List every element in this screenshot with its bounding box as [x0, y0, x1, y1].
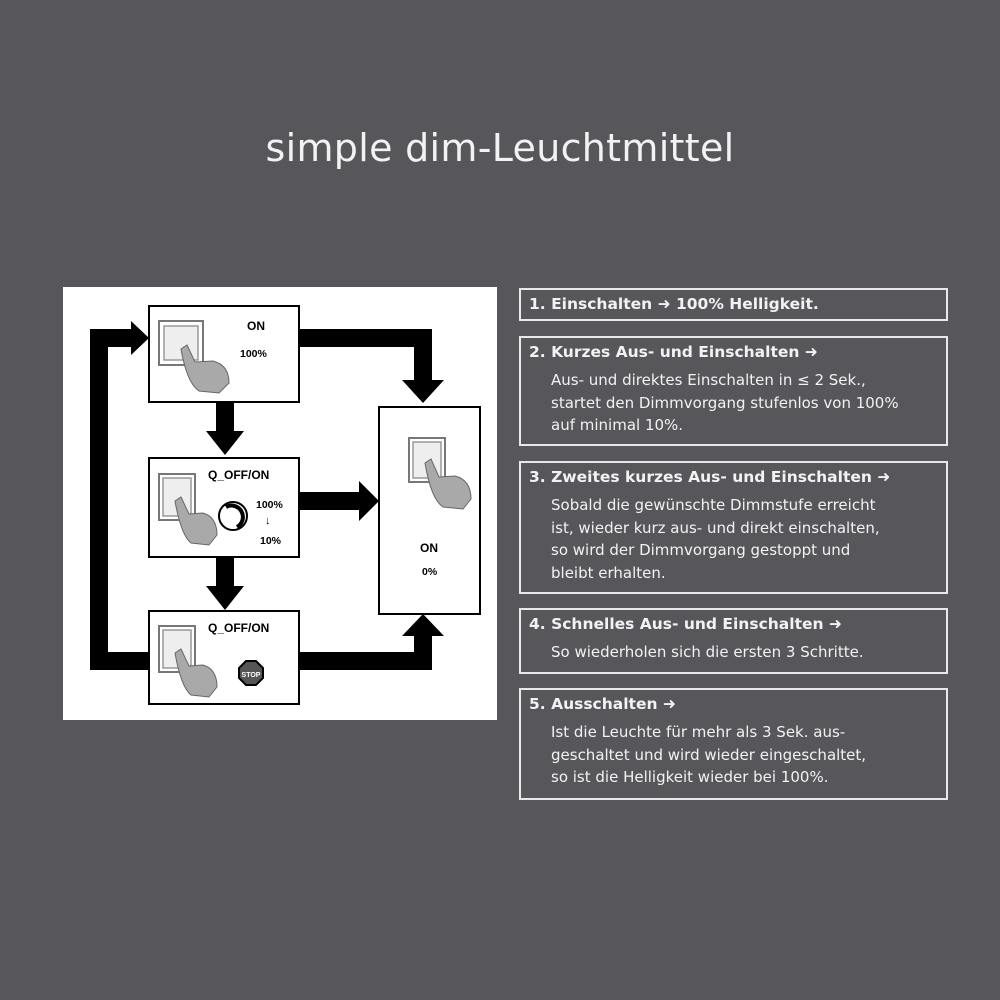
- dim-down-arrow: ↓: [265, 515, 271, 527]
- step-3-line: Sobald die gewünschte Dimmstufe erreicht: [551, 496, 876, 514]
- arrow-on-to-off: [299, 338, 444, 403]
- q-off-on-label: Q_OFF/ON: [208, 468, 270, 482]
- step-3-line: bleibt erhalten.: [551, 563, 666, 582]
- dim-from-value: 100%: [256, 499, 283, 511]
- step-2-line: auf minimal 10%.: [551, 416, 684, 434]
- step-4-line: So wiederholen sich die ersten 3 Schritte.: [551, 643, 864, 661]
- arrow-stop-to-off: [299, 614, 444, 661]
- return-loop-arrow: [99, 321, 149, 661]
- step-5-line: so ist die Helligkeit wieder bei 100%.: [551, 768, 829, 786]
- step-3: [519, 461, 948, 594]
- state-box-off: [379, 407, 480, 614]
- stop-text: STOP: [241, 672, 261, 679]
- step-2-body: [551, 369, 940, 437]
- step-4: [519, 608, 948, 674]
- step-3-heading: 3. Zweites kurzes Aus- und Einschalten ➜: [529, 468, 891, 486]
- arrow-dim-to-off: [299, 481, 379, 521]
- step-3-line: ist, wieder kurz aus- und direkt einschalten,: [551, 518, 880, 537]
- step-2-line: startet den Dimmvorgang stufenlos von 100%: [551, 393, 899, 412]
- step-3-body: [551, 494, 940, 584]
- arrow-down-1: [206, 403, 244, 455]
- step-5-line: geschaltet und wird wieder eingeschaltet,: [551, 745, 867, 764]
- q-off-on-label: Q_OFF/ON: [208, 621, 270, 635]
- step-2-heading: 2. Kurzes Aus- und Einschalten ➜: [529, 343, 818, 361]
- state-box-stop: [149, 611, 299, 704]
- on-label: ON: [247, 319, 265, 333]
- step-4-heading: 4. Schnelles Aus- und Einschalten ➜: [529, 615, 842, 633]
- step-3-line: so wird der Dimmvorgang gestoppt und: [551, 541, 851, 559]
- step-2: [519, 336, 948, 446]
- stop-sign-icon: [239, 661, 263, 685]
- state-box-dimming: [149, 458, 299, 557]
- dim-to-value: 10%: [260, 535, 282, 547]
- on-value: 100%: [240, 348, 267, 360]
- arrow-down-2: [206, 558, 244, 610]
- state-box-on: [149, 306, 299, 402]
- flow-diagram: [63, 287, 497, 720]
- step-1: [519, 288, 948, 321]
- step-5-line: Ist die Leuchte für mehr als 3 Sek. aus-: [551, 723, 846, 741]
- step-2-line: Aus- und direktes Einschalten in ≤ 2 Sek.,: [551, 371, 866, 389]
- step-5-heading: 5. Ausschalten ➜: [529, 695, 676, 713]
- page-title: simple dim-Leuchtmittel: [265, 126, 735, 170]
- step-4-body: [551, 641, 940, 664]
- dimmer-knob-icon: [219, 502, 247, 530]
- off-label: ON: [420, 541, 438, 555]
- step-1-heading: 1. Einschalten ➜ 100% Helligkeit.: [529, 295, 819, 313]
- off-value: 0%: [422, 566, 438, 578]
- step-5: [519, 688, 948, 800]
- step-5-body: [551, 721, 940, 789]
